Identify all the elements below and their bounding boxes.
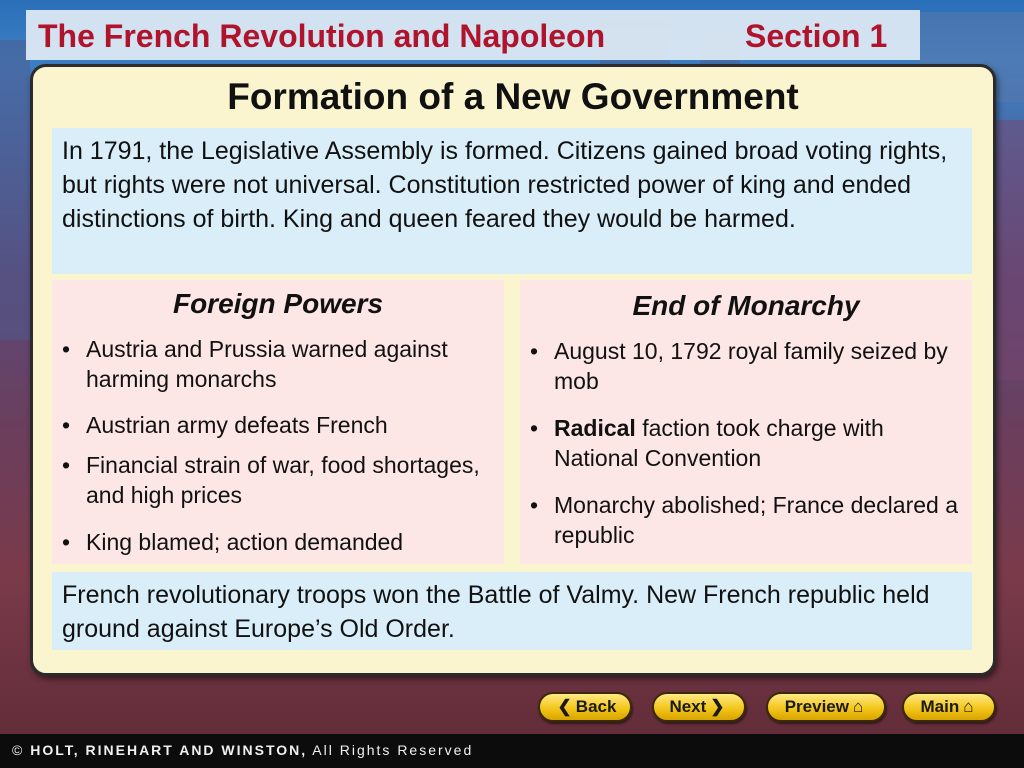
bullet-icon: • xyxy=(530,492,539,518)
bullet-icon: • xyxy=(62,336,71,362)
background-building xyxy=(995,120,1024,380)
preview-button[interactable] xyxy=(766,692,886,722)
list-item-text: faction took charge with National Convention xyxy=(554,415,884,471)
next-label: Next xyxy=(669,697,707,716)
end-of-monarchy-heading: End of Monarchy xyxy=(632,290,860,321)
back-label: Back xyxy=(575,697,617,716)
background-building xyxy=(0,40,30,340)
bullet-icon: • xyxy=(62,529,71,555)
chevron-left-icon: ❮ xyxy=(557,697,572,716)
preview-label: Preview xyxy=(784,697,849,716)
bullet-icon: • xyxy=(530,338,539,364)
bullet-icon: • xyxy=(62,452,71,478)
home-icon: ⌂ xyxy=(852,697,864,716)
bullet-icon: • xyxy=(62,412,71,438)
list-item-text: Monarchy abolished; France declared a republic xyxy=(554,492,959,548)
end-of-monarchy-box xyxy=(520,280,972,564)
list-item-text: King blamed; action demanded xyxy=(86,529,404,555)
home-icon: ⌂ xyxy=(963,697,974,716)
list-item xyxy=(530,336,960,396)
list-item-text: Austrian army defeats French xyxy=(86,412,388,438)
main-button[interactable] xyxy=(902,692,996,722)
copyright-notice xyxy=(12,742,473,758)
list-item-text: August 10, 1792 royal family seized by mob xyxy=(554,338,948,394)
list-item xyxy=(62,334,492,394)
foreign-powers-box xyxy=(52,280,504,564)
back-button[interactable] xyxy=(538,692,632,722)
main-label: Main xyxy=(920,697,960,716)
list-item xyxy=(530,490,960,550)
bullet-icon: • xyxy=(530,415,539,441)
list-item-text: Financial strain of war, food shortages, and high prices xyxy=(86,452,480,508)
intro-text-box: In 1791, the Legislative Assembly is formed. Citizens gained broad voting rights, but rights were not universal. Constitution restricted power of king and ended distinctions of birth. King and queen feared they would be harmed. xyxy=(52,128,972,274)
rights-text: All Rights Reserved xyxy=(307,742,474,758)
list-item xyxy=(62,410,492,440)
list-item xyxy=(62,527,492,557)
next-button[interactable] xyxy=(652,692,746,722)
section-label: Section 1 xyxy=(745,18,888,54)
chevron-right-icon: ❯ xyxy=(710,697,725,716)
list-item-emphasis: Radical xyxy=(554,415,636,441)
publisher-name: HOLT, RINEHART AND WINSTON, xyxy=(30,742,308,758)
copyright-icon: © xyxy=(12,742,25,758)
list-item xyxy=(62,450,492,510)
slide-title: Formation of a New Government xyxy=(227,76,799,117)
outro-text-box: French revolutionary troops won the Battle of Valmy. New French republic held ground against Europe’s Old Order. xyxy=(52,572,972,650)
list-item xyxy=(530,413,960,473)
foreign-powers-heading: Foreign Powers xyxy=(172,288,384,319)
chapter-title: The French Revolution and Napoleon xyxy=(38,18,606,54)
list-item-text: Austria and Prussia warned against harming monarchs xyxy=(86,336,448,392)
